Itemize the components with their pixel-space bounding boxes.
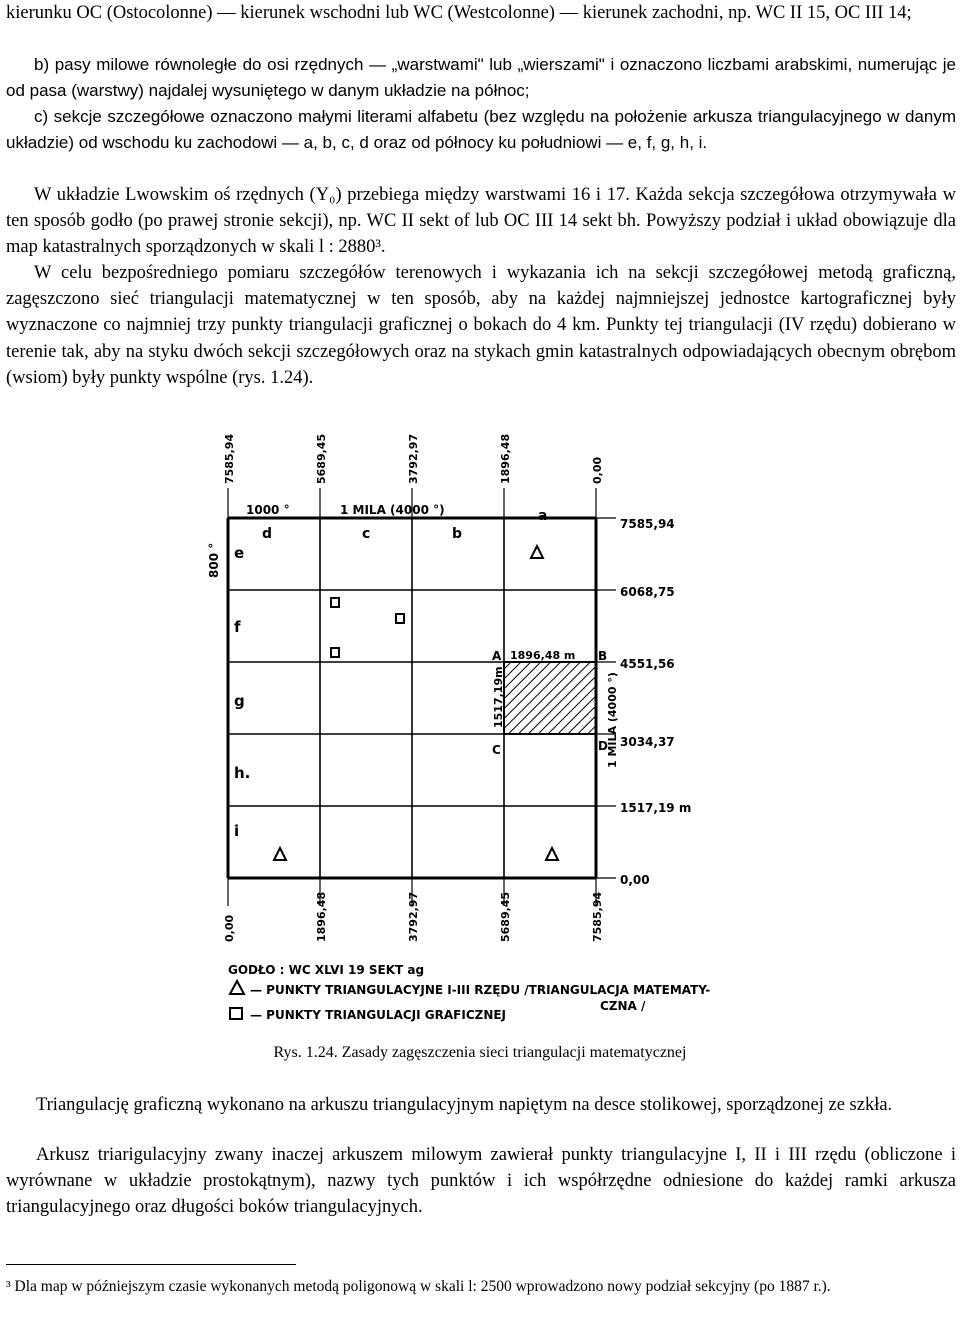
right-tick-label: 3034,37 <box>620 735 675 749</box>
right-tick-label: 4551,56 <box>620 657 675 671</box>
right-tick-label: 6068,75 <box>620 585 675 599</box>
point-A-label: A <box>492 649 502 663</box>
label-mile-top: 1 MILA (4000 °) <box>340 503 445 517</box>
paragraph-graphic-triangulation: Triangulację graficzną wykonano na arkuszu triangulacyjnym napiętym na desce stolikowej, sporządzonej ze szkła. <box>36 1095 893 1115</box>
footnote-3: ³ Dla map w późniejszym czasie wykonanych metodą poligonową w skali l: 2500 wprowadzono nowy podział sekcyjny (po 1887 r.). <box>6 1278 831 1295</box>
label-row-i: i <box>234 822 240 840</box>
triangulation-diagram <box>190 428 810 1028</box>
label-row-f: f <box>234 618 241 636</box>
legend-square-icon <box>230 1008 242 1019</box>
triangulation-point-triangle-icon <box>531 546 543 558</box>
label-row-e: e <box>234 544 245 562</box>
top-tick-label: 5689,45 <box>315 433 328 484</box>
right-mile-label: 1 MILA (4000 °) <box>606 672 619 768</box>
label-row-g: g <box>234 692 245 710</box>
paragraph-b-stripes: b) pasy milowe równoległe do osi rzędnych — „warstwami" lub „wierszami" i oznaczono liczbami arabskimi, numerując je od pasa (warstwy) najdalej wysuniętego w danym układzie na północ; <box>6 55 956 101</box>
top-tick-label: 0,00 <box>591 456 604 484</box>
right-tick-label: 1517,19 m <box>620 801 692 815</box>
bottom-tick-label: 0,00 <box>223 914 236 942</box>
point-D-label: D <box>598 739 608 753</box>
bottom-tick-label: 5689,45 <box>499 891 512 942</box>
footnote-separator <box>6 1264 296 1265</box>
paragraph-lwow-system: W układzie Lwowskim oś rzędnych (Y₀) przebiega między warstwami 16 i 17. Każda sekcja szczegółowa otrzymywała w ten sposób godło (po prawej stronie sekcji), np. WC II sekt of lub OC III 14 sekt bh. Powyższy podział i układ obowiązuje dla map katastralnych sporządzonych w skali l : 2880³. <box>6 185 956 258</box>
graphic-point-square-icon <box>331 648 339 657</box>
graphic-point-square-icon <box>396 614 404 623</box>
label-800: 800 ° <box>207 542 221 578</box>
dim-top-label: 1896,48 m <box>510 649 576 662</box>
right-tick-label: 0,00 <box>620 873 650 887</box>
figure-caption: Rys. 1.24. Zasady zagęszczenia sieci triangulacji matematycznej <box>273 1044 687 1061</box>
paragraph-c-sections: c) sekcje szczegółowe oznaczono małymi literami alfabetu (bez względu na położenie arkusza triangulacyjnego w danym układzie) od wschodu ku zachodowi — a, b, c, d oraz od północy ku południowi — e, f, g, h, i. <box>6 107 956 153</box>
graphic-point-square-icon <box>331 598 339 607</box>
paragraph-mile-sheet: Arkusz triarigulacyjny zwany inaczej arkuszem milowym zawierał punkty triangulacyjne I, II i III rzędu (obliczone i wyrównane w układzie prostokątnym), nazwy tych punktów i ich współrzędne odniesione do każdej ramki arkusza triangulacyjnego oraz długości boków triangulacyjnych. <box>6 1145 956 1218</box>
top-tick-label: 3792,97 <box>407 433 420 484</box>
point-B-label: B <box>598 649 608 663</box>
label-1000: 1000 ° <box>246 503 290 517</box>
point-C-label: C <box>492 743 501 757</box>
bottom-tick-label: 3792,97 <box>407 891 420 942</box>
bottom-tick-label: 1896,48 <box>315 891 328 942</box>
legend-square-text: — PUNKTY TRIANGULACJI GRAFICZNEJ <box>250 1008 507 1022</box>
label-col-a: a <box>538 508 548 524</box>
figure-triangulation-sheet <box>190 428 810 1028</box>
dim-left-label: 1517,19m <box>492 666 505 728</box>
triangulation-point-triangle-icon <box>546 848 558 860</box>
paragraph-top-1: kierunku OC (Ostocolonne) — kierunek wschodni lub WC (Westcolonne) — kierunek zachodni, np. WC II 15, OC III 14; <box>6 3 912 23</box>
label-row-h: h. <box>234 764 251 782</box>
right-tick-label: 7585,94 <box>620 517 675 531</box>
triangulation-point-triangle-icon <box>274 848 286 860</box>
label-col-c: c <box>362 526 371 542</box>
label-col-b: b <box>452 526 463 542</box>
label-col-d: d <box>262 526 273 542</box>
top-tick-label: 1896,48 <box>499 433 512 484</box>
legend-triangle-icon <box>230 981 244 994</box>
hatched-section-ag <box>504 662 596 734</box>
bottom-tick-label: 7585,94 <box>591 891 604 942</box>
legend-triangle-text: — PUNKTY TRIANGULACYJNE I-III RZĘDU /TRIANGULACJA MATEMATY- <box>250 983 711 997</box>
top-tick-label: 7585,94 <box>223 433 236 484</box>
paragraph-graphic-method: W celu bezpośredniego pomiaru szczegółów terenowych i wykazania ich na sekcji szczegółowej metodą graficzną, zagęszczono sieć triangulacji matematycznej w ten sposób, aby na każdej najmniejszej jednostce kartograficznej były wyznaczone co najmniej trzy punkty triangulacji graficznej o bokach do 4 km. Punkty tej triangulacji (IV rzędu) dobierano w terenie tak, aby na styku dwóch sekcji szczegółowych oraz na stykach gmin katastralnych odpowiadających obecnym obrębom (wsiom) były punkty wspólne (rys. 1.24). <box>6 263 956 388</box>
legend-triangle-text-cont: CZNA / <box>600 999 646 1013</box>
legend-godlo: GODŁO : WC XLVI 19 SEKT ag <box>228 963 425 977</box>
